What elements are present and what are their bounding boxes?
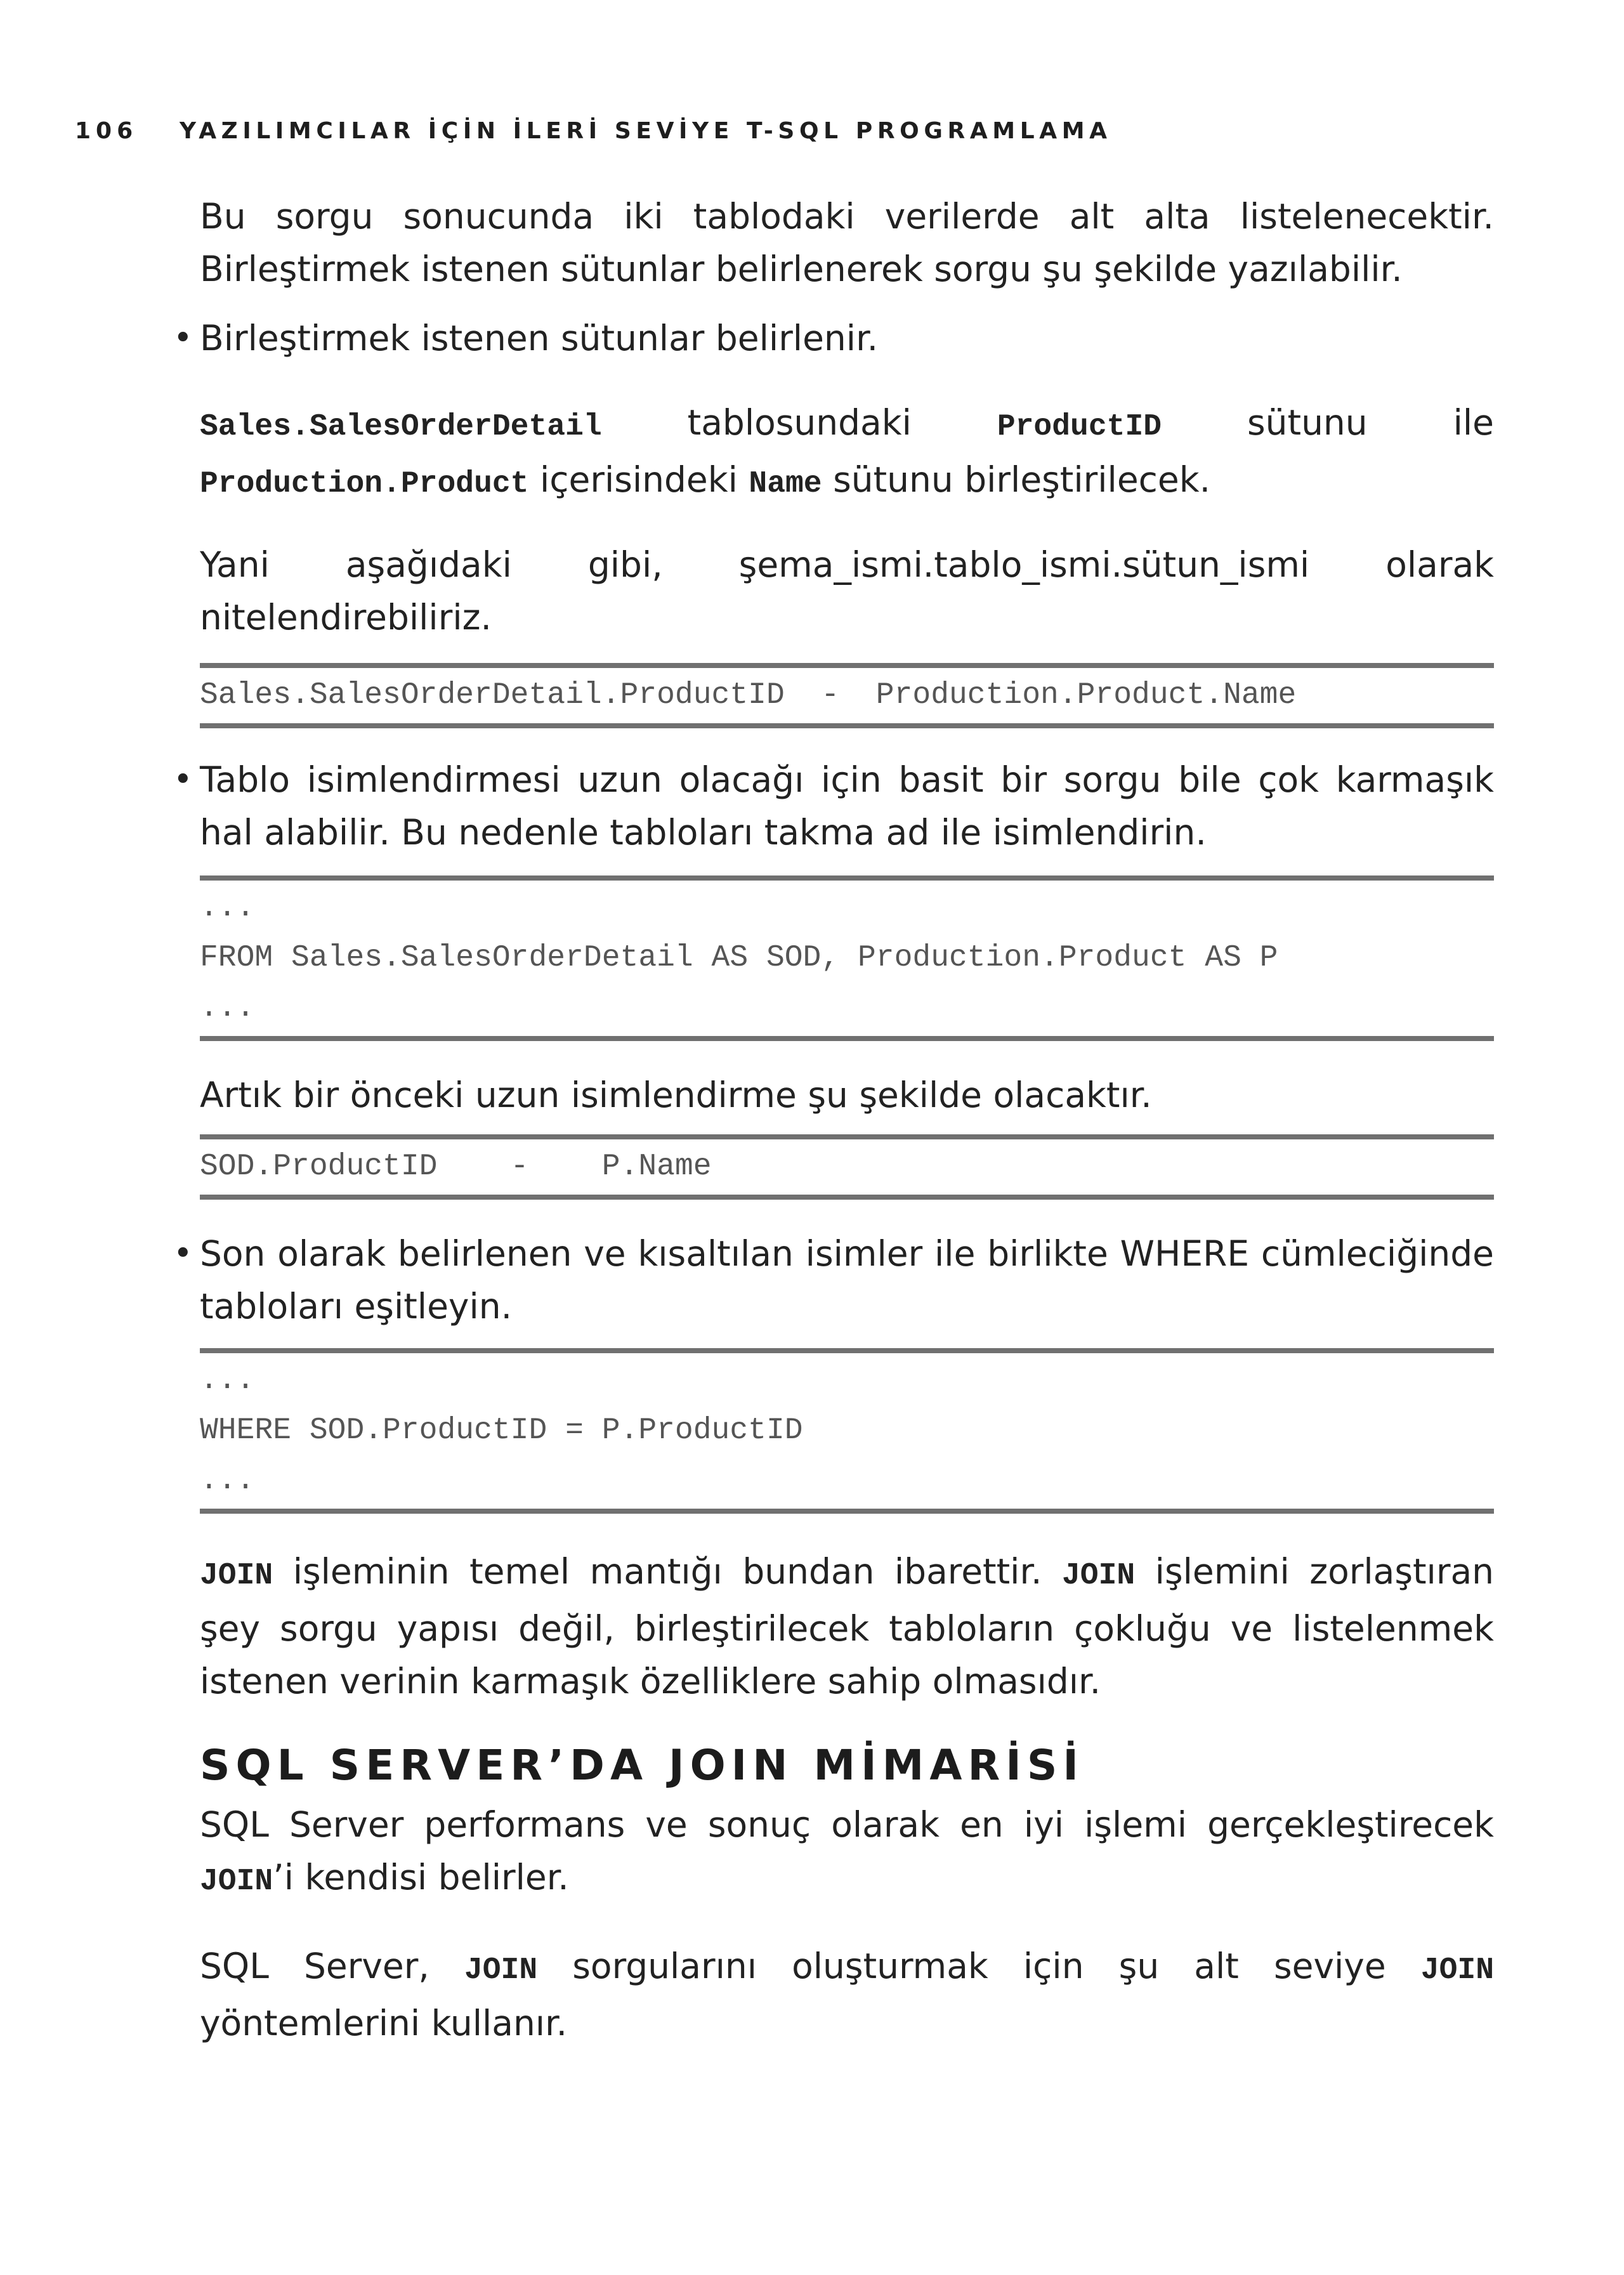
text-run: SQL Server performans ve sonuç olarak en iyi işlemi gerçekleştirecek	[200, 1804, 1494, 1845]
text-run: ’i kendisi belirler.	[273, 1857, 569, 1898]
paragraph-intro: Bu sorgu sonucunda iki tablodaki verilerde alt alta listelenecektir. Birleştirmek istenen sütunlar belirlenerek sorgu şu şekilde yazılabilir.	[200, 196, 1494, 289]
text-run: içerisindeki	[528, 459, 749, 500]
page-number: 106	[75, 118, 138, 144]
book-title: YAZILIMCILAR İÇİN İLERİ SEVİYE T-SQL PROGRAMLAMA	[180, 118, 1112, 144]
text-run: tablosundaki	[601, 402, 997, 443]
code-block-3: SOD.ProductID - P.Name	[200, 1134, 1494, 1200]
inline-code: ProductID	[997, 410, 1162, 444]
inline-code: Sales.SalesOrderDetail	[200, 410, 602, 444]
inline-code: JOIN	[464, 1953, 538, 1988]
running-header	[75, 118, 1112, 144]
section-heading: SQL SERVER’DA JOIN MİMARİSİ	[200, 1741, 1084, 1790]
paragraph-alias: Artık bir önceki uzun isimlendirme şu şekilde olacaktır.	[200, 1075, 1152, 1115]
paragraph-qualify: Yani aşağıdaki gibi, şema_ismi.tablo_ismi.sütun_ismi olarak nitelendirebiliriz.	[200, 544, 1494, 638]
paragraph-join-logic	[200, 1545, 1494, 1708]
text-run: işleminin temel mantığı bundan ibarettir.	[273, 1551, 1062, 1592]
bullet-item-3: • Son olarak belirlenen ve kısaltılan isimler ile birlikte WHERE cümleciğinde tabloları eşitleyin.	[200, 1228, 1494, 1333]
inline-code: Name	[749, 467, 822, 501]
inline-code: Production.Product	[200, 467, 529, 501]
inline-code: JOIN	[200, 1865, 273, 1899]
bullet-item-2: • Tablo isimlendirmesi uzun olacağı için basit bir sorgu bile çok karmaşık hal alabilir. Bu nedenle tabloları takma ad ile isimlendirin.	[200, 754, 1494, 859]
inline-code: JOIN	[1061, 1559, 1136, 1593]
text-run: sütunu ile	[1162, 402, 1494, 443]
text-run: SQL Server,	[200, 1946, 464, 1986]
paragraph-join-methods	[200, 1940, 1494, 2050]
paragraph-columns	[200, 397, 1494, 511]
text-run: sütunu birleştirilecek.	[822, 459, 1211, 500]
page-body	[200, 190, 1494, 2050]
code-block-4: ... WHERE SOD.ProductID = P.ProductID ...	[200, 1348, 1494, 1514]
text-run: sorgularını oluşturmak için şu alt seviye	[537, 1946, 1421, 1986]
inline-code: JOIN	[1420, 1953, 1495, 1988]
inline-code: JOIN	[200, 1559, 273, 1593]
code-block-1: Sales.SalesOrderDetail.ProductID - Production.Product.Name	[200, 663, 1494, 728]
bullet-item-1: • Birleştirmek istenen sütunlar belirlenir.	[200, 312, 1494, 365]
text-run: işlemini zorlaştıran şey sorgu yapısı değil, birleştirilecek tabloların çokluğu ve listelenmek istenen verinin karmaşık özelliklere sahip olmasıdır.	[200, 1551, 1495, 1701]
code-block-2: ... FROM Sales.SalesOrderDetail AS SOD, Production.Product AS P ...	[200, 875, 1494, 1041]
paragraph-server-decides	[200, 1799, 1494, 1908]
text-run: yöntemlerini kullanır.	[200, 2003, 568, 2043]
